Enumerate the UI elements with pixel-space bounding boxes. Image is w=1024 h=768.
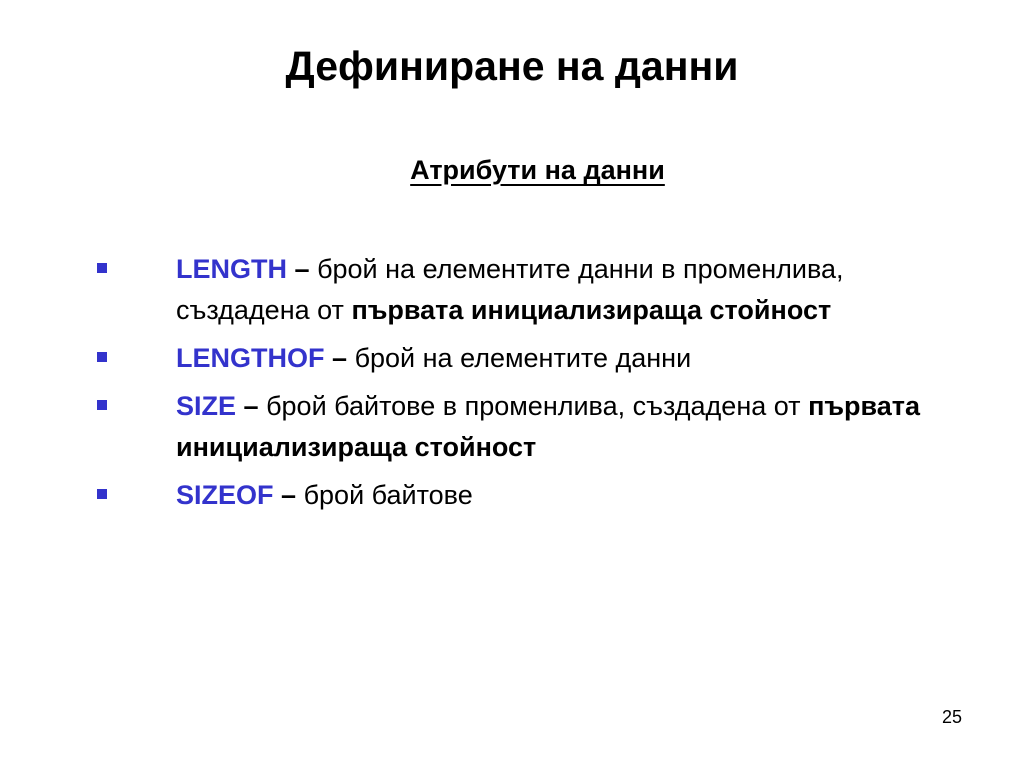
bullet-item-lengthof [0, 338, 1024, 379]
bullet-dash: – [332, 343, 348, 373]
bullet-dash: – [281, 480, 297, 510]
slide-subtitle: Атрибути на данни [410, 155, 665, 185]
bullet-keyword: SIZE [176, 391, 237, 421]
bullet-keyword: LENGTH [176, 254, 287, 284]
square-bullet-icon [97, 263, 107, 273]
bullet-strong-text: първата инициализираща стойност [176, 391, 921, 462]
square-bullet-icon [97, 489, 107, 499]
bullet-text: брой байтове в променлива, създадена от [266, 391, 801, 421]
bullet-text: брой на елементите данни в променлива, създадена от [176, 254, 844, 325]
bullet-text: брой байтове [303, 480, 473, 510]
bullet-item-length [0, 249, 1024, 331]
square-bullet-icon [97, 352, 107, 362]
bullet-dash: – [243, 391, 259, 421]
page-number: 25 [941, 707, 962, 727]
bullet-keyword: SIZEOF [176, 480, 274, 510]
bullet-keyword: LENGTHOF [176, 343, 325, 373]
bullet-item-sizeof [0, 475, 1024, 516]
bullet-item-size [0, 386, 1024, 468]
square-bullet-icon [97, 400, 107, 410]
bullet-dash: – [294, 254, 310, 284]
bullet-list [0, 249, 1024, 523]
bullet-text: брой на елементите данни [354, 343, 692, 373]
bullet-strong-text: първата инициализираща стойност [351, 295, 832, 325]
slide-title: Дефиниране на данни [285, 43, 739, 89]
